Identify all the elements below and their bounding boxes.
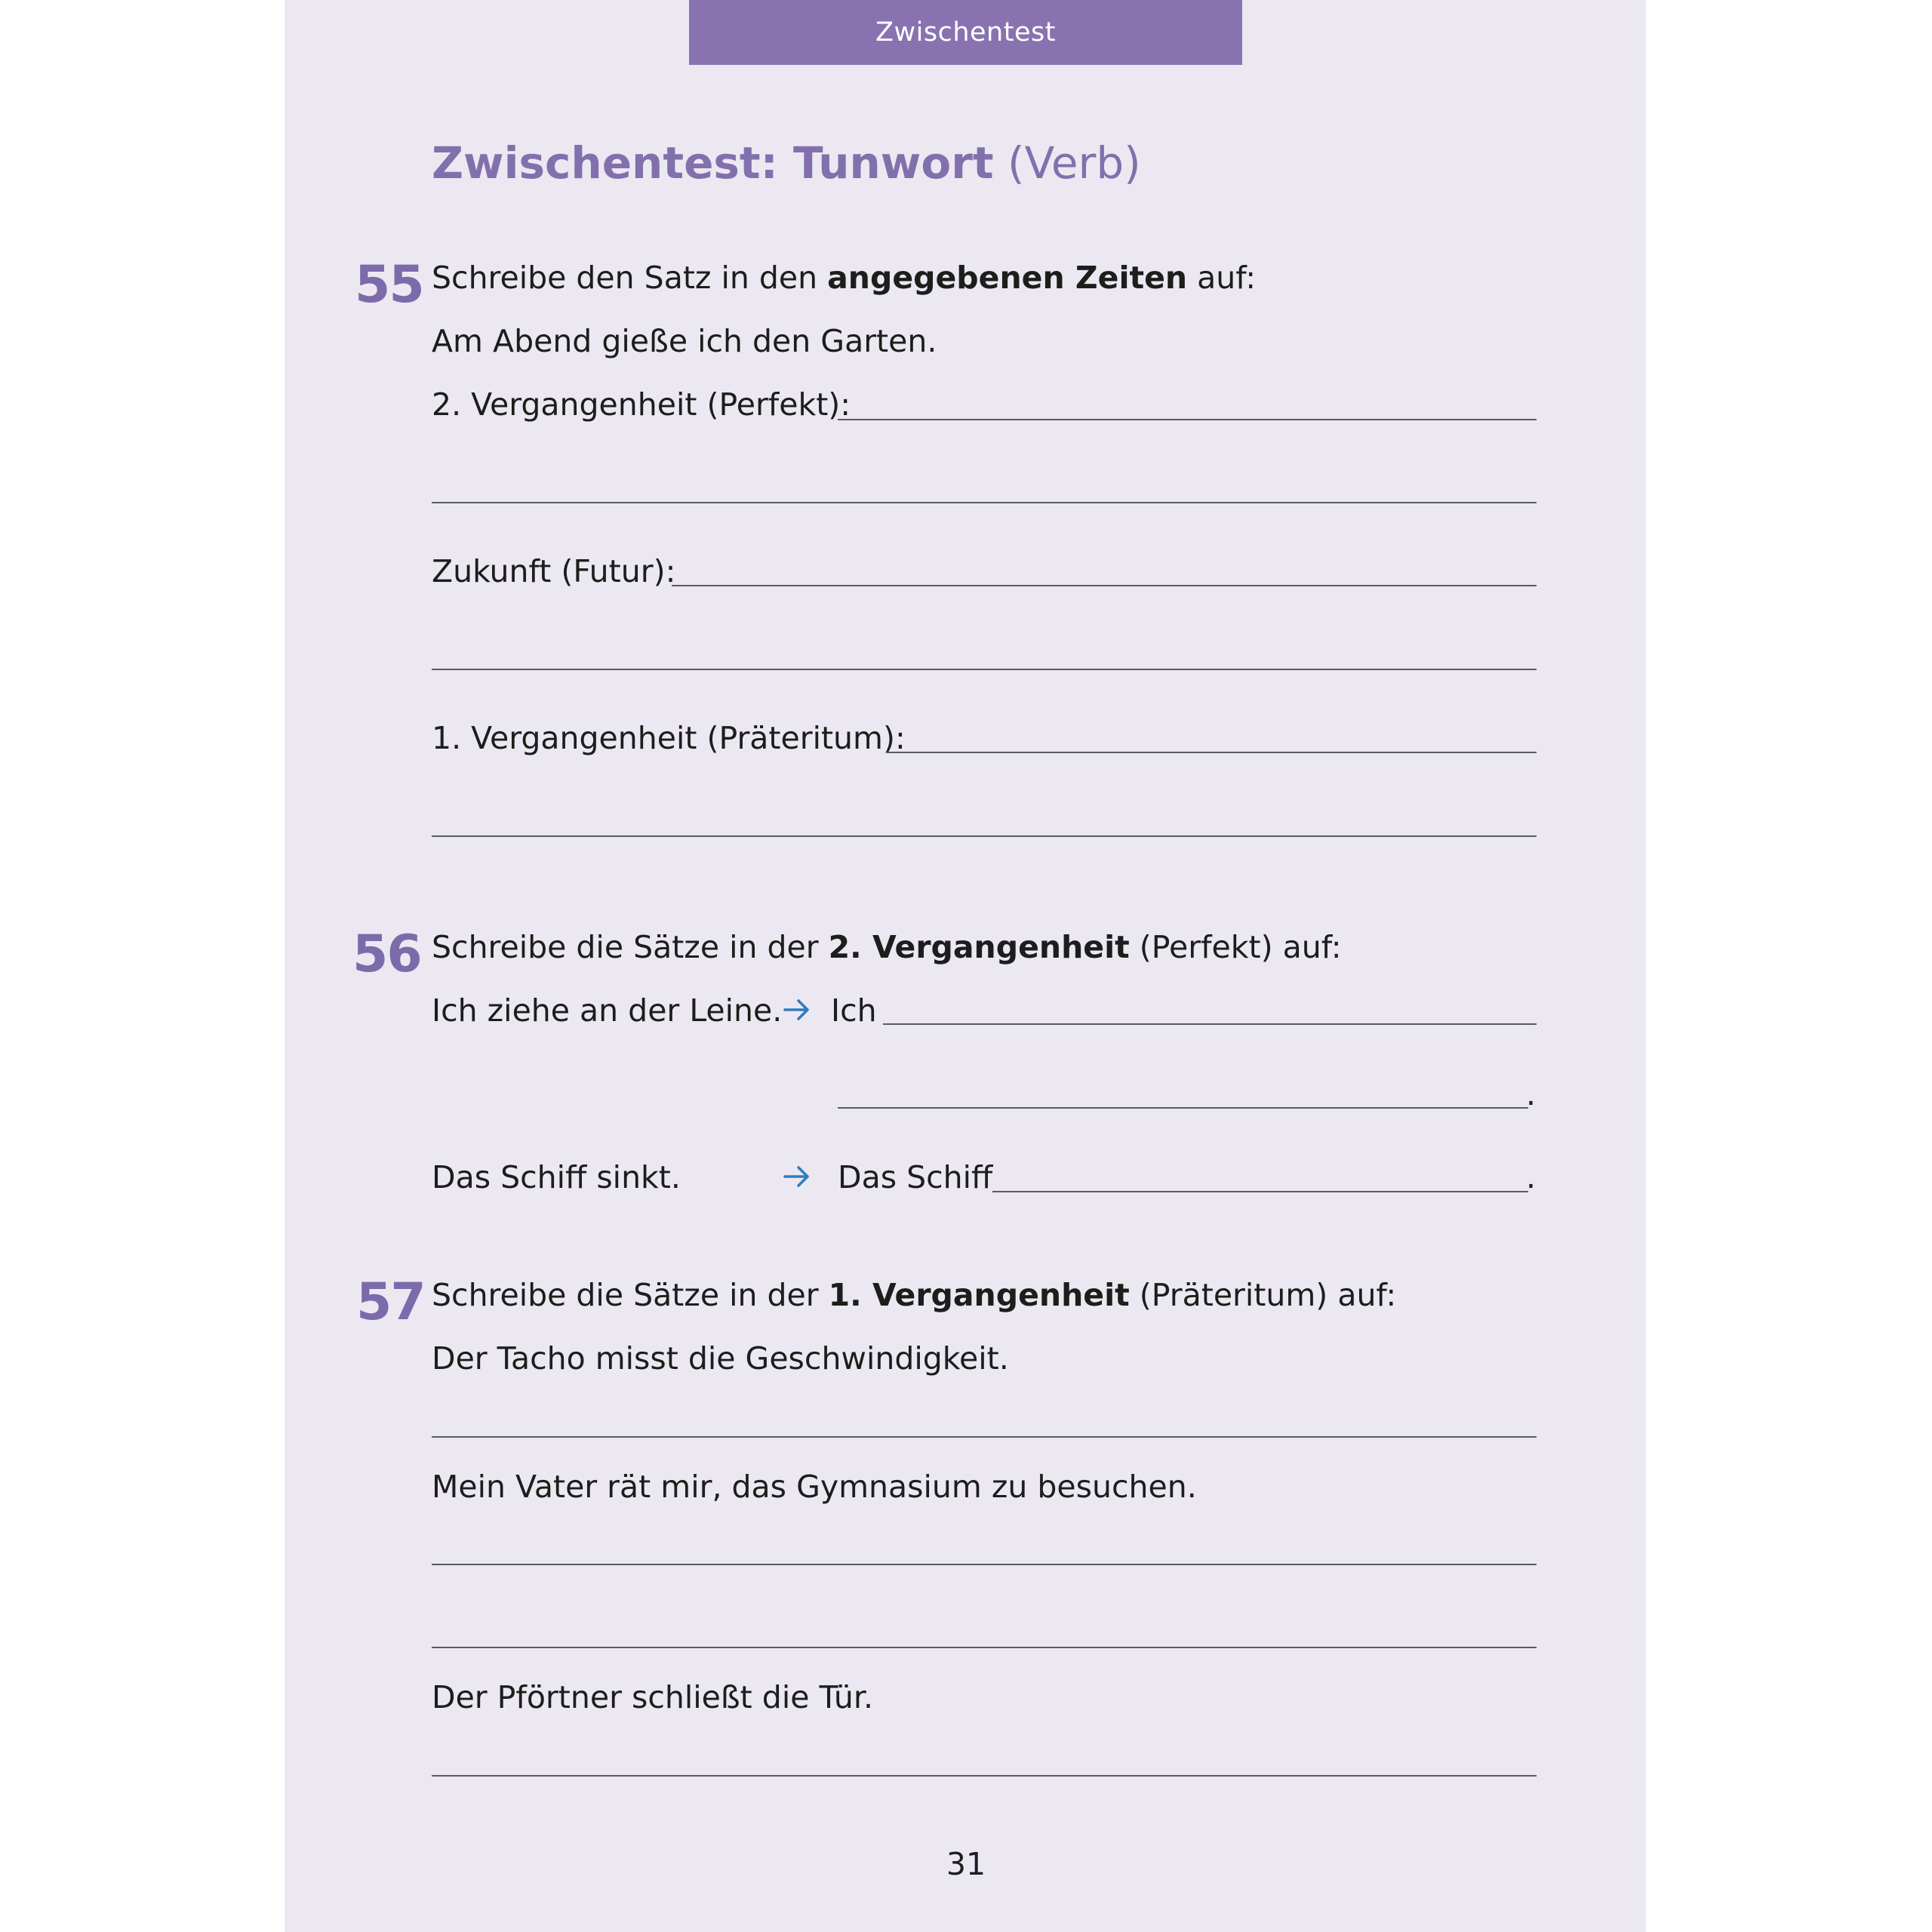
answer-line-56-1a[interactable] bbox=[883, 1023, 1537, 1025]
header-tab: Zwischentest bbox=[689, 0, 1242, 65]
title-light: (Verb) bbox=[1008, 137, 1141, 189]
answer-line-perfekt-1[interactable] bbox=[838, 419, 1537, 420]
exercise-56-sentence-1: Ich ziehe an der Leine. bbox=[432, 992, 783, 1029]
exercise-57-sentence-2: Mein Vater rät mir, das Gymnasium zu besuchen. bbox=[432, 1469, 1197, 1505]
exercise-number-55: 55 bbox=[355, 255, 423, 315]
arrow-right-icon bbox=[783, 1164, 811, 1189]
title-bold: Zwischentest: Tunwort bbox=[432, 137, 994, 189]
instruction-emphasis: 2. Vergangenheit bbox=[828, 929, 1130, 965]
answer-start-ich: Ich bbox=[831, 992, 877, 1029]
label-praeteritum: 1. Vergangenheit (Präteritum): bbox=[432, 720, 906, 756]
exercise-56-sentence-2: Das Schiff sinkt. bbox=[432, 1159, 681, 1195]
exercise-57-sentence-1: Der Tacho misst die Geschwindigkeit. bbox=[432, 1340, 1009, 1377]
answer-line-57-3[interactable] bbox=[432, 1775, 1537, 1777]
answer-line-57-2b[interactable] bbox=[432, 1647, 1537, 1648]
exercise-number-57: 57 bbox=[356, 1272, 425, 1332]
exercise-55-instruction bbox=[432, 255, 1256, 300]
instruction-text: auf: bbox=[1187, 260, 1257, 296]
instruction-text: Schreibe die Sätze in der bbox=[432, 929, 829, 965]
answer-line-56-2[interactable] bbox=[992, 1191, 1528, 1192]
answer-line-perfekt-2[interactable] bbox=[432, 502, 1537, 503]
answer-line-futur-2[interactable] bbox=[432, 669, 1537, 670]
exercise-number-56: 56 bbox=[352, 924, 421, 984]
sentence-period: . bbox=[1526, 1076, 1537, 1112]
label-futur: Zukunft (Futur): bbox=[432, 553, 676, 589]
answer-line-57-2a[interactable] bbox=[432, 1564, 1537, 1565]
instruction-text: Schreibe den Satz in den bbox=[432, 260, 828, 296]
exercise-57-instruction bbox=[432, 1272, 1396, 1318]
answer-start-das-schiff: Das Schiff bbox=[838, 1159, 993, 1195]
exercise-55-sentence: Am Abend gieße ich den Garten. bbox=[432, 323, 937, 359]
arrow-right-icon bbox=[783, 998, 811, 1022]
instruction-emphasis: angegebenen Zeiten bbox=[827, 260, 1188, 296]
answer-line-praeteritum-2[interactable] bbox=[432, 835, 1537, 837]
answer-line-praeteritum-1[interactable] bbox=[886, 752, 1537, 753]
label-perfekt: 2. Vergangenheit (Perfekt): bbox=[432, 386, 851, 423]
page-title bbox=[432, 133, 1141, 193]
answer-line-57-1[interactable] bbox=[432, 1436, 1537, 1438]
sentence-period: . bbox=[1526, 1159, 1537, 1195]
instruction-text: (Präteritum) auf: bbox=[1129, 1277, 1397, 1313]
page-number: 31 bbox=[946, 1846, 986, 1882]
instruction-text: Schreibe die Sätze in der bbox=[432, 1277, 829, 1313]
answer-line-futur-1[interactable] bbox=[672, 585, 1537, 586]
exercise-57-sentence-3: Der Pförtner schließt die Tür. bbox=[432, 1679, 873, 1715]
exercise-56-instruction bbox=[432, 924, 1342, 970]
instruction-text: (Perfekt) auf: bbox=[1129, 929, 1342, 965]
instruction-emphasis: 1. Vergangenheit bbox=[828, 1277, 1130, 1313]
answer-line-56-1b[interactable] bbox=[838, 1107, 1528, 1109]
